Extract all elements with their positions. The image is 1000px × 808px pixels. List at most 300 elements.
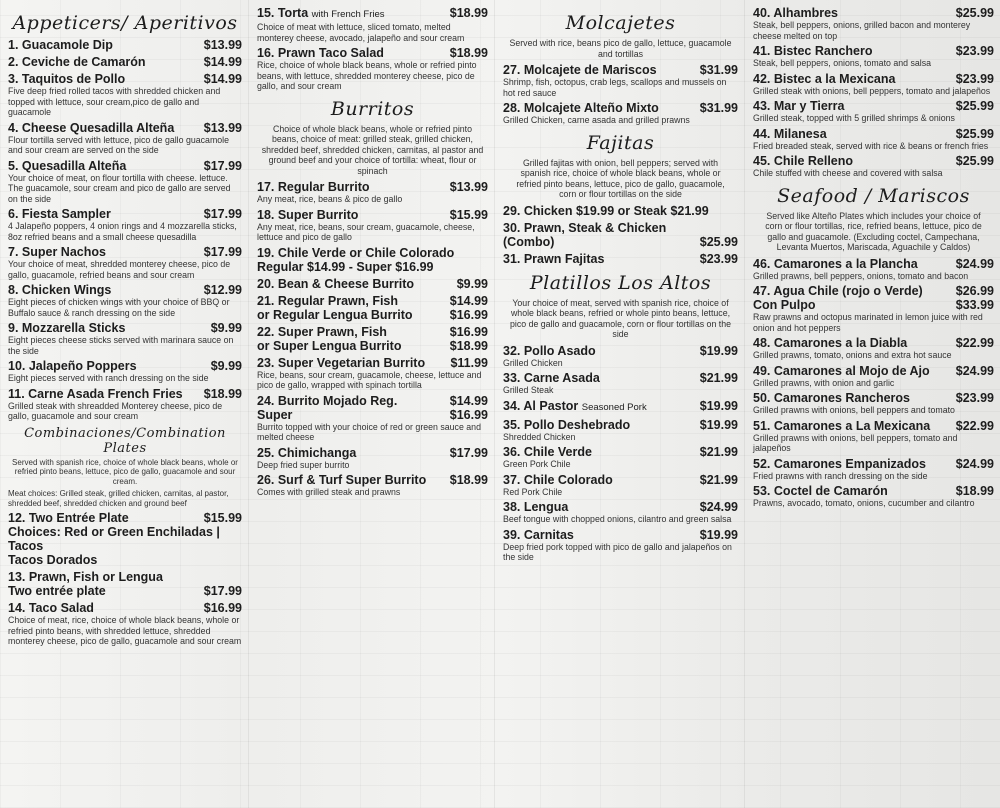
item-row — [8, 121, 242, 135]
item-row — [753, 44, 994, 58]
item-row — [8, 55, 242, 69]
item-price: $24.99 — [955, 456, 994, 471]
item-description: Deep fried super burrito — [257, 459, 350, 470]
item-price: $12.99 — [203, 283, 242, 297]
item-row — [503, 399, 738, 415]
item-row — [8, 245, 242, 259]
item-row — [8, 207, 242, 221]
section-intro: Meat choices: Grilled steak, grilled chicken, carnitas, al pastor, shredded beef, shredded chicken and ground beef — [8, 489, 229, 508]
item-row — [257, 208, 488, 222]
item-row — [257, 394, 488, 408]
item-name — [753, 484, 888, 498]
item-name — [503, 63, 657, 77]
item-name-text: 2. Ceviche de Camarón — [8, 55, 146, 69]
item-row — [753, 127, 994, 141]
menu-item — [503, 344, 738, 369]
item-name — [257, 180, 370, 194]
item-price: $9.99 — [456, 276, 488, 291]
item-row — [753, 419, 994, 433]
item-price: $14.99 — [203, 55, 242, 69]
item-name — [753, 364, 930, 378]
menu-item — [257, 277, 488, 291]
item-name — [257, 394, 397, 408]
item-price: $13.99 — [203, 120, 242, 135]
item-name — [257, 6, 385, 22]
item-row — [503, 473, 738, 487]
item-description: Steak, bell peppers, onions, grilled bacon and monterey cheese melted on top — [753, 20, 971, 41]
menu-item — [8, 511, 242, 567]
item-row — [8, 359, 242, 373]
item-name-text: 21. Regular Prawn, Fish — [257, 293, 399, 308]
menu-column — [744, 0, 1000, 808]
item-price: $25.99 — [955, 154, 994, 168]
item-description: Grilled prawns with onions, bell peppers, tomato and jalapeños — [753, 432, 958, 453]
item-price: $24.99 — [955, 363, 994, 378]
item-name-text: 48. Camarones a la Diabla — [753, 336, 908, 350]
item-description: Steak, bell peppers, onions, tomato and salsa — [753, 58, 932, 68]
menu-item — [503, 371, 738, 396]
item-description: Red Pork Chile — [503, 486, 563, 497]
item-name-text: 5. Quesadilla Alteña — [8, 158, 127, 173]
item-name — [257, 277, 414, 291]
item-row — [257, 6, 488, 22]
menu-item — [753, 154, 994, 179]
item-name — [753, 44, 873, 58]
item-row — [8, 72, 242, 86]
menu-section — [503, 132, 738, 266]
item-price: $23.99 — [699, 251, 738, 266]
item-price: $18.99 — [449, 473, 488, 487]
item-name-text: 9. Mozzarella Sticks — [8, 321, 126, 335]
item-name — [8, 601, 94, 615]
menu-item — [257, 46, 488, 92]
menu-item — [8, 283, 242, 318]
menu-item — [753, 391, 994, 416]
menu-item — [8, 72, 242, 118]
item-row — [8, 321, 242, 335]
item-name-text: 39. Carnitas — [503, 527, 574, 542]
item-description: Fried breaded steak, served with rice & beans or french fries — [753, 140, 989, 151]
section-intro: Your choice of meat, served with spanish rice, choice of whole black beans, refried or whole pinto beans, lettuce, pico de gallo and guacamole, corn or flour tortillas on the side — [509, 297, 732, 339]
item-name-text: 22. Super Prawn, Fish — [257, 324, 387, 339]
item-price: $9.99 — [210, 321, 242, 335]
menu-item — [503, 221, 738, 249]
item-name — [753, 336, 907, 350]
item-name-text: 53. Coctel de Camarón — [753, 484, 888, 498]
menu-item — [257, 446, 488, 471]
item-name-text: 49. Camarones al Mojo de Ajo — [753, 363, 930, 378]
item-name — [8, 283, 111, 297]
item-description: Flour tortilla served with lettuce, pico de gallo guacamole and sour cream are served on the side — [8, 134, 230, 155]
menu-column — [248, 0, 494, 808]
item-price-secondary: $16.99 — [449, 407, 488, 422]
item-name-text: 45. Chile Relleno — [753, 154, 854, 168]
item-row — [8, 601, 242, 615]
item-price: $23.99 — [955, 71, 994, 86]
item-row-secondary — [753, 298, 994, 312]
item-name-text: 19. Chile Verde or Chile Colorado — [257, 245, 455, 260]
menu-item — [8, 38, 242, 52]
item-name-text: 33. Carne Asada — [503, 371, 600, 385]
menu-item — [8, 387, 242, 422]
item-description: Grilled steak, topped with 5 grilled shrimps & onions — [753, 113, 955, 123]
menu-item — [257, 356, 488, 391]
item-description: Grilled Chicken, carne asada and grilled prawns — [503, 115, 690, 125]
menu-item — [503, 473, 738, 498]
item-description: Green Pork Chile — [503, 459, 571, 469]
item-subline: Tacos Dorados — [8, 553, 98, 567]
item-description: Grilled prawns, tomato, onions and extra hot sauce — [753, 350, 952, 360]
menu-item — [753, 484, 994, 509]
item-name — [8, 121, 174, 135]
menu-item — [753, 44, 994, 69]
item-name-text: 50. Camarones Rancheros — [753, 391, 911, 405]
item-price: $23.99 — [955, 391, 994, 405]
item-name — [257, 246, 454, 260]
item-row — [257, 46, 488, 60]
item-description: Rice, beans, sour cream, guacamole, cheese, lettuce and pico de gallo, wrapped with spinach tortilla — [257, 369, 482, 390]
item-row-secondary — [503, 235, 738, 249]
item-name — [8, 159, 126, 173]
item-price-secondary: $17.99 — [203, 584, 242, 598]
item-price: $17.99 — [449, 445, 488, 460]
item-description: Grilled Steak — [503, 385, 554, 395]
item-row — [753, 257, 994, 271]
item-name-text: 35. Pollo Deshebrado — [503, 417, 631, 432]
menu-item — [257, 294, 488, 322]
item-description: Your choice of meat, on flour tortilla with cheese. lettuce. The guacamole, sour cream and pico de gallo are served on the side — [8, 172, 231, 204]
item-name — [503, 221, 666, 235]
item-subline: Super — [257, 407, 293, 422]
item-row-secondary — [8, 584, 242, 598]
item-name-text: 31. Prawn Fajitas — [503, 251, 605, 266]
item-subline: or Super Lengua Burrito — [257, 338, 402, 353]
menu-item — [503, 399, 738, 415]
menu-section — [257, 98, 488, 498]
menu-item — [753, 336, 994, 361]
item-description: Eight pieces of chicken wings with your choice of BBQ or Buffalo sauce & ranch dressing on the side — [8, 297, 230, 318]
item-row-secondary — [257, 339, 488, 353]
item-name — [503, 204, 709, 218]
item-description: Grilled prawns, with onion and garlic — [753, 377, 895, 388]
item-name — [257, 325, 387, 339]
item-name-text: 15. Torta — [257, 6, 309, 20]
item-row — [753, 391, 994, 405]
item-row — [503, 221, 738, 235]
item-name — [8, 570, 163, 584]
item-price: $9.99 — [210, 359, 242, 373]
item-name-text: 17. Regular Burrito — [257, 180, 370, 194]
menu-item — [753, 364, 994, 389]
item-name — [753, 419, 930, 433]
item-name-text: 28. Molcajete Alteño Mixto — [503, 101, 659, 115]
section-title: Platillos Los Altos — [529, 271, 712, 294]
item-price: $25.99 — [955, 126, 994, 141]
item-row — [503, 252, 738, 266]
item-price: $24.99 — [955, 256, 994, 271]
item-subline: or Regular Lengua Burrito — [257, 307, 413, 322]
item-row — [753, 284, 994, 298]
item-name-text: 1. Guacamole Dip — [8, 38, 113, 52]
item-name-text: 10. Jalapeño Poppers — [8, 359, 137, 373]
item-row — [8, 38, 242, 52]
menu-item — [257, 208, 488, 243]
item-name-note: with French Fries — [311, 9, 385, 20]
item-price: $19.99 — [699, 527, 738, 542]
item-name-text: 20. Bean & Cheese Burrito — [257, 276, 414, 291]
item-description: Shredded Chicken — [503, 431, 576, 442]
item-row-secondary — [257, 408, 488, 422]
item-name — [753, 99, 845, 113]
item-name — [8, 72, 125, 86]
item-name-text: 12. Two Entrée Plate — [8, 511, 129, 525]
section-intro: Choice of whole black beans, whole or refried pinto beans, choice of meat: grilled steak, grilled chicken, shredded beef, shredded chicken, carnitas, al pastor and ground beef and your choice of tortilla: wheat, flour or spinach — [261, 123, 484, 176]
item-description: 4 Jalapeño poppers, 4 onion rings and 4 mozzarella sticks, 8oz refried beans and a small cheese quesadilla — [8, 221, 237, 242]
item-name-note: Seasoned Pork — [581, 401, 647, 413]
item-price: $23.99 — [955, 44, 994, 58]
item-price: $31.99 — [699, 101, 738, 115]
menu-item — [753, 257, 994, 282]
item-price: $21.99 — [699, 472, 738, 487]
item-name-text: 26. Surf & Turf Super Burrito — [257, 473, 427, 487]
item-row — [503, 344, 738, 358]
menu-item — [503, 101, 738, 126]
section-intro: Served like Alteño Plates which includes your choice of corn or flour tortillas, rice, refried beans, lettuce, pico de gallo and guacamole. (Excluding coctel, Campechana, Levanta Muertos, Mariscada, Aguachile y Caldos) — [765, 210, 982, 252]
item-price-secondary: $33.99 — [955, 298, 994, 312]
item-description: Deep fried pork topped with pico de gallo and jalapeños on the side — [503, 541, 732, 562]
menu-item — [503, 445, 738, 470]
item-name — [8, 38, 113, 52]
item-subline: (Combo) — [503, 234, 555, 249]
item-price: $21.99 — [699, 371, 738, 385]
item-price: $18.99 — [449, 46, 488, 60]
item-row — [503, 500, 738, 514]
item-price: $13.99 — [449, 180, 488, 194]
section-intro: Served with rice, beans pico de gallo, lettuce, guacamole and tortillas — [509, 38, 732, 59]
item-description: Grilled Chicken — [503, 357, 563, 368]
item-row — [503, 204, 738, 218]
item-price: $26.99 — [955, 284, 994, 298]
item-name-text: 25. Chimichanga — [257, 445, 357, 460]
item-price: $19.99 — [699, 417, 738, 432]
item-row-secondary — [8, 525, 242, 553]
section-intro: Served with spanish rice, choice of whole black beans, whole or refried pinto beans, lettuce, pico de gallo, guacamole and sour cream. — [12, 457, 238, 486]
item-description: Prawns, avocado, tomato, onions, cucumber and cilantro — [753, 498, 975, 508]
item-row — [753, 6, 994, 20]
menu-column — [494, 0, 744, 808]
item-row — [503, 528, 738, 542]
menu-section — [503, 272, 738, 563]
menu-item — [753, 6, 994, 41]
item-row — [257, 325, 488, 339]
item-name-text: 40. Alhambres — [753, 6, 838, 20]
item-row — [257, 446, 488, 460]
item-description: Eight pieces served with ranch dressing on the side — [8, 373, 209, 383]
item-row — [257, 356, 488, 370]
item-name — [8, 321, 125, 335]
menu-section — [8, 12, 242, 422]
item-description: Grilled prawns, bell peppers, onions, tomato and bacon — [753, 270, 969, 281]
item-row-secondary — [257, 260, 488, 274]
menu-item — [753, 419, 994, 454]
item-name — [753, 154, 853, 168]
item-row — [503, 418, 738, 432]
item-price: $14.99 — [203, 72, 242, 86]
item-description: Comes with grilled steak and prawns — [257, 487, 401, 497]
item-description: Grilled steak with onions, bell peppers, tomato and jalapeños — [753, 85, 991, 96]
item-description: Choice of meat with lettuce, sliced tomato, melted monterey cheese, avocado, jalapeño and sour cream — [257, 22, 465, 43]
item-price-secondary: $25.99 — [699, 234, 738, 249]
menu-item — [8, 570, 242, 598]
item-subline: Con Pulpo — [753, 298, 816, 312]
item-price: $21.99 — [699, 445, 738, 459]
section-title: Combinaciones/Combination Plates — [24, 425, 226, 456]
item-name — [503, 418, 630, 432]
item-name-text: 7. Super Nachos — [8, 245, 106, 259]
item-name — [753, 284, 923, 298]
item-row — [503, 371, 738, 385]
section-intro: Grilled fajitas with onion, bell peppers; served with spanish rice, choice of whole black beans, whole or refried pinto beans, lettuce, pico de gallo, guacamole, corn or flour tortillas on the side — [516, 157, 725, 199]
menu-item — [503, 528, 738, 563]
section-title: Fajitas — [586, 131, 655, 154]
menu-item — [257, 473, 488, 498]
item-name — [257, 294, 398, 308]
item-price: $19.99 — [699, 398, 738, 413]
item-name-text: 30. Prawn, Steak & Chicken — [503, 220, 667, 235]
item-name-text: 3. Taquitos de Pollo — [8, 72, 126, 86]
menu-item — [753, 99, 994, 124]
item-description: Beef tongue with chopped onions, cilantro and green salsa — [503, 514, 732, 524]
item-subline: Regular $14.99 - Super $16.99 — [257, 259, 434, 274]
item-name — [8, 207, 111, 221]
menu-section — [257, 6, 488, 92]
menu-item — [8, 321, 242, 356]
item-row — [8, 159, 242, 173]
menu-item — [8, 121, 242, 156]
item-row — [257, 180, 488, 194]
menu-item — [257, 394, 488, 443]
item-name-text: 24. Burrito Mojado Reg. — [257, 393, 398, 408]
menu-item — [257, 180, 488, 205]
item-row-secondary — [257, 308, 488, 322]
item-price: $19.99 — [699, 343, 738, 358]
item-row — [753, 154, 994, 168]
item-name-text: 8. Chicken Wings — [8, 283, 112, 297]
item-price: $22.99 — [955, 418, 994, 433]
item-name — [8, 55, 146, 69]
item-row — [503, 445, 738, 459]
menu-item — [753, 284, 994, 333]
item-name — [753, 72, 895, 86]
item-price: $14.99 — [449, 293, 488, 308]
item-name-text: 46. Camarones a la Plancha — [753, 256, 918, 271]
item-name-text: 37. Chile Colorado — [503, 472, 613, 487]
item-description: Your choice of meat, shredded monterey cheese, pico de gallo, guacamole, refried beans and sour cream — [8, 259, 231, 280]
item-price: $22.99 — [955, 336, 994, 350]
item-name-text: 13. Prawn, Fish or Lengua — [8, 570, 163, 584]
menu-section — [753, 185, 994, 509]
item-description: Any meat, rice, beans, sour cream, guacamole, cheese, lettuce and pico de gallo — [257, 221, 475, 242]
menu-section — [8, 426, 242, 647]
item-subline: Choices: Red or Green Enchiladas | Tacos — [8, 525, 220, 553]
item-name-text: 51. Camarones a La Mexicana — [753, 418, 931, 433]
item-description: Grilled prawns with onions, bell peppers and tomato — [753, 405, 955, 415]
item-name — [503, 500, 568, 514]
item-price: $13.99 — [203, 38, 242, 52]
item-name — [503, 445, 592, 459]
menu-item — [8, 601, 242, 647]
item-name-text: 42. Bistec a la Mexicana — [753, 71, 896, 86]
item-name — [8, 511, 129, 525]
item-price: $17.99 — [203, 207, 242, 221]
menu-item — [503, 204, 738, 218]
menu-item — [503, 63, 738, 98]
item-name-text: 38. Lengua — [503, 500, 569, 514]
item-price: $17.99 — [203, 245, 242, 259]
item-price: $25.99 — [955, 99, 994, 113]
menu-section — [753, 6, 994, 179]
item-name — [8, 387, 183, 401]
item-name-text: 16. Prawn Taco Salad — [257, 46, 384, 60]
item-price: $18.99 — [203, 386, 242, 401]
menu-item — [753, 72, 994, 97]
section-title: Molcajetes — [565, 12, 676, 34]
item-name — [753, 6, 838, 20]
item-name — [753, 127, 827, 141]
item-row — [753, 336, 994, 350]
item-name-text: 11. Carne Asada French Fries — [8, 386, 183, 401]
item-price: $17.99 — [203, 158, 242, 173]
item-description: Shrimp, fish, octopus, crab legs, scallops and mussels on hot red sauce — [503, 77, 727, 98]
item-name — [503, 101, 659, 115]
item-name — [257, 46, 384, 60]
item-name-text: 47. Agua Chile (rojo o Verde) — [753, 284, 923, 298]
item-row — [753, 99, 994, 113]
item-name-text: 52. Camarones Empanizados — [753, 456, 926, 471]
item-row — [257, 277, 488, 291]
item-price: $16.99 — [203, 601, 242, 615]
item-name-text: 41. Bistec Ranchero — [753, 44, 873, 58]
item-name — [503, 252, 604, 266]
item-row — [753, 457, 994, 471]
item-name-text: 18. Super Burrito — [257, 207, 359, 222]
item-name-text: 44. Milanesa — [753, 126, 827, 141]
item-name-text: 29. Chicken $19.99 or Steak $21.99 — [503, 203, 709, 218]
item-subline: Two entrée plate — [8, 584, 106, 598]
item-price: $15.99 — [203, 511, 242, 525]
item-name-text: 34. Al Pastor — [503, 398, 579, 413]
item-row — [753, 364, 994, 378]
item-name — [503, 399, 647, 415]
item-description: Any meat, rice, beans & pico de gallo — [257, 194, 403, 204]
menu-item — [503, 500, 738, 525]
item-row — [8, 570, 242, 584]
item-name — [257, 446, 356, 460]
item-description: Burrito topped with your choice of red or green sauce and melted cheese — [257, 421, 481, 442]
item-name-text: 6. Fiesta Sampler — [8, 207, 111, 221]
item-price: $25.99 — [955, 6, 994, 20]
item-row — [753, 484, 994, 498]
item-name — [753, 391, 910, 405]
item-price: $16.99 — [449, 324, 488, 339]
item-name-text: 4. Cheese Quesadilla Alteña — [8, 120, 175, 135]
item-row — [257, 246, 488, 260]
item-description: Fried prawns with ranch dressing on the side — [753, 470, 928, 481]
section-title: Seafood / Mariscos — [777, 184, 970, 207]
item-name-text: 23. Super Vegetarian Burrito — [257, 355, 426, 370]
item-name — [257, 356, 425, 370]
menu-item — [753, 457, 994, 482]
